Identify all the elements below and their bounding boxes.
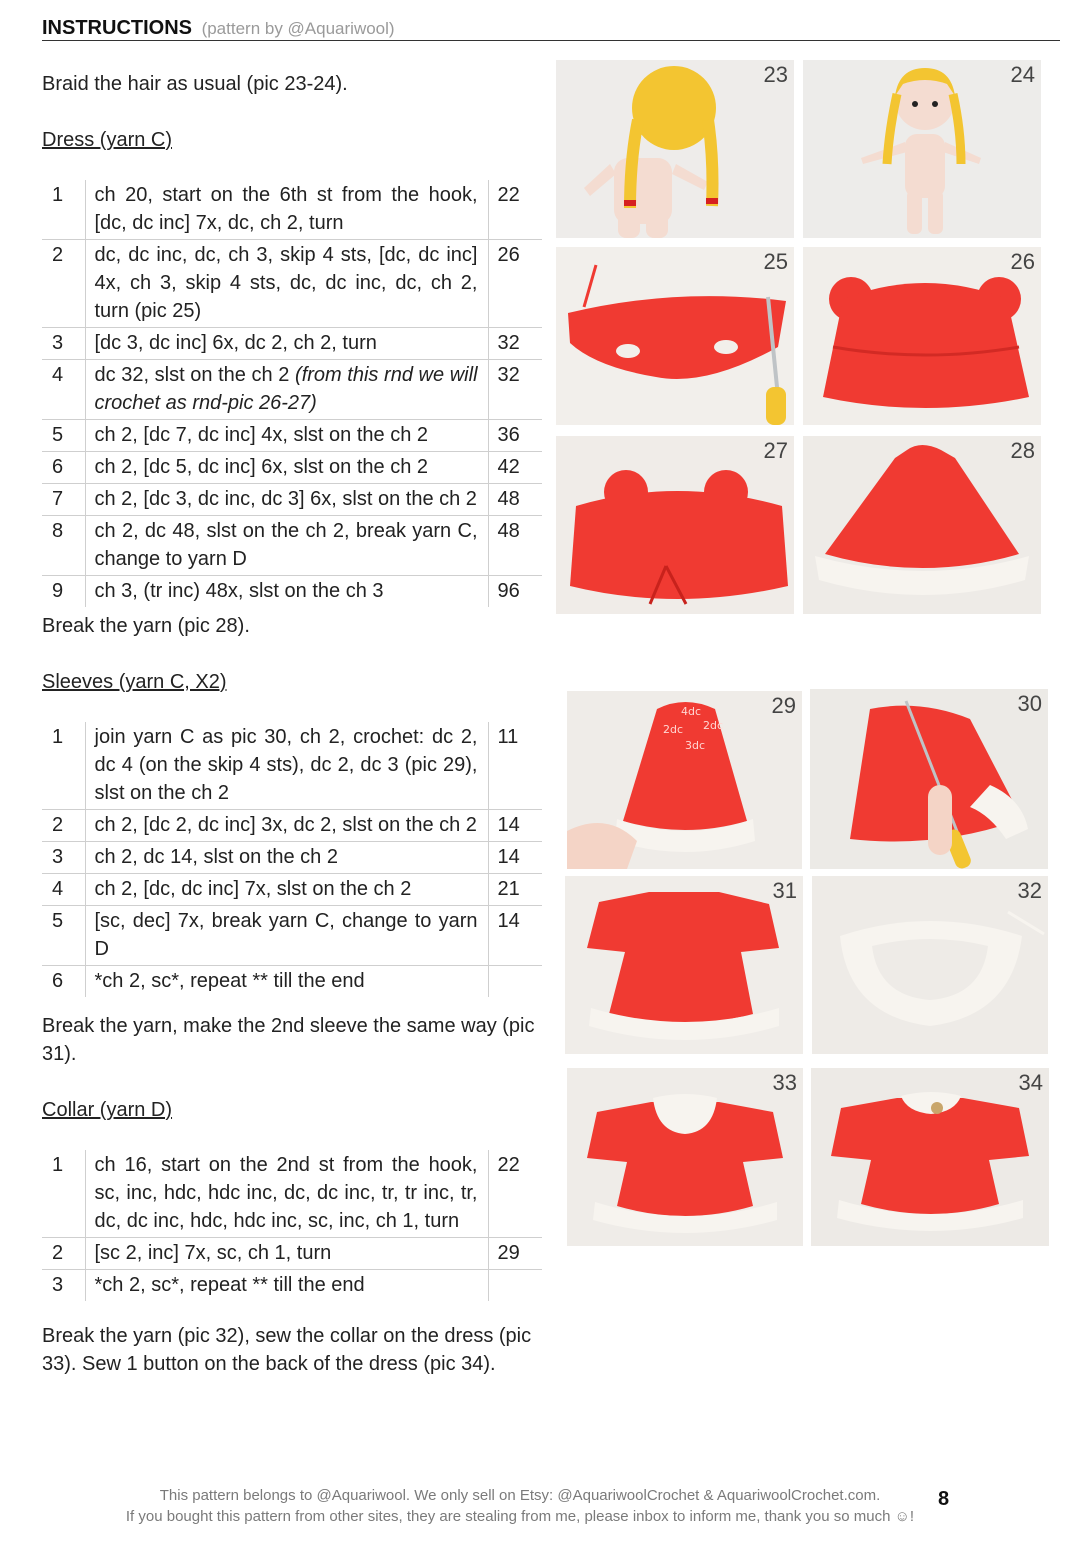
dress-heading: Dress (yarn C) — [42, 129, 173, 151]
photo-34 — [811, 1068, 1049, 1246]
footer-line-2: If you bought this pattern from other sites, they are stealing from me, please inbox to inform me, thank you so much ☺! — [125, 1508, 915, 1525]
row-stitch-count: 48 — [488, 484, 542, 516]
row-instruction — [85, 484, 488, 516]
row-instruction — [85, 722, 488, 810]
doll-braided-illustration — [803, 60, 1041, 238]
row-instruction-text: ch 2, [dc 7, dc inc] 4x, slst on the ch 2 — [94, 424, 429, 446]
intro-text: Braid the hair as usual (pic 23-24). — [42, 73, 348, 95]
photo-29 — [567, 691, 802, 869]
photo-27 — [556, 436, 794, 614]
row-stitch-count: 11 — [497, 726, 519, 748]
table-row — [42, 516, 542, 576]
row-instruction — [85, 1238, 488, 1270]
photo-number: 26 — [1010, 249, 1035, 274]
row-instruction-text: ch 20, start on the 6th st from the hook, [dc, dc inc] 7x, dc, ch 2, turn — [94, 184, 478, 234]
row-stitch-count: 22 — [497, 184, 520, 206]
row-instruction-text: join yarn C as pic 30, ch 2, crochet: dc 2, dc 4 (on the skip 4 sts), dc 2, dc 3 (pic 29), slst on the ch 2 — [94, 726, 478, 804]
row-instruction-text: ch 2, [dc 2, dc inc] 3x, dc 2, slst on the ch 2 — [94, 814, 477, 836]
photo-number: 24 — [1010, 62, 1035, 87]
photo-number: 29 — [771, 693, 796, 718]
doll-hair-illustration — [556, 60, 794, 238]
row-instruction-text: *ch 2, sc*, repeat ** till the end — [94, 1274, 365, 1296]
label-3dc: 3dc — [685, 739, 706, 752]
row-instruction — [85, 966, 488, 998]
header-title: INSTRUCTIONS — [42, 17, 192, 39]
page-header — [42, 16, 1060, 41]
table-row — [42, 240, 542, 328]
photo-number: 32 — [1017, 878, 1042, 903]
photo-32 — [812, 876, 1048, 1054]
photo-number: 31 — [772, 878, 797, 903]
table-row — [42, 966, 542, 998]
table-row — [42, 180, 542, 240]
table-row — [42, 842, 542, 874]
row-instruction-text: dc, dc inc, dc, ch 3, skip 4 sts, [dc, dc inc] 4x, ch 3, skip 4 sts, dc, dc inc, dc, ch 2, turn (pic 25) — [94, 244, 478, 322]
row-stitch-count: 29 — [488, 1238, 542, 1270]
table-row — [42, 810, 542, 842]
photo-number: 28 — [1010, 438, 1035, 463]
row-stitch-count: 14 — [488, 810, 542, 842]
photo-number: 34 — [1018, 1070, 1043, 1095]
row-number: 2 — [42, 810, 85, 842]
row-instruction — [85, 452, 488, 484]
row-number: 3 — [42, 1270, 85, 1302]
dress-button-illustration — [811, 1068, 1049, 1246]
row-number: 7 — [42, 484, 85, 516]
row-number: 3 — [42, 328, 85, 360]
dress-skirt-illustration — [803, 436, 1041, 614]
collar-after-text: Break the yarn (pic 32), sew the collar on the dress (pic 33). Sew 1 button on the back of the dress (pic 34). — [42, 1325, 532, 1375]
row-number: 6 — [42, 966, 85, 998]
label-4dc: 4dc — [681, 705, 702, 718]
dress-after-text: Break the yarn (pic 28). — [42, 615, 250, 637]
photo-23 — [556, 60, 794, 238]
table-row — [42, 1270, 542, 1302]
row-instruction — [85, 240, 488, 328]
row-instruction-text: ch 3, (tr inc) 48x, slst on the ch 3 — [94, 580, 384, 602]
row-stitch-count — [488, 1270, 542, 1302]
row-instruction — [85, 1270, 488, 1302]
row-instruction — [85, 180, 488, 240]
row-number: 4 — [42, 874, 85, 906]
table-row — [42, 1238, 542, 1270]
row-stitch-count: 36 — [488, 420, 542, 452]
row-stitch-count: 32 — [488, 360, 542, 420]
photo-33 — [567, 1068, 803, 1246]
row-stitch-count: 32 — [488, 328, 542, 360]
row-number: 1 — [42, 722, 85, 810]
table-row — [42, 722, 542, 810]
row-instruction — [85, 1150, 488, 1238]
photo-30 — [810, 689, 1048, 869]
label-2dc-left: 2dc — [663, 723, 684, 736]
row-instruction-text: ch 2, [dc 3, dc inc, dc 3] 6x, slst on the ch 2 — [94, 488, 477, 510]
dress-table — [42, 180, 542, 607]
row-stitch-count: 14 — [488, 906, 542, 966]
row-stitch-count: 42 — [488, 452, 542, 484]
row-instruction — [85, 516, 488, 576]
photo-31 — [565, 876, 803, 1054]
row-number: 4 — [42, 360, 85, 420]
dress-round-illustration — [803, 247, 1041, 425]
collar-heading: Collar (yarn D) — [42, 1099, 173, 1121]
row-instruction-text: [sc 2, inc] 7x, sc, ch 1, turn — [94, 1242, 332, 1264]
row-stitch-count — [488, 966, 542, 998]
row-stitch-count: 26 — [488, 240, 542, 328]
table-row — [42, 484, 542, 516]
footer-line-1: This pattern belongs to @Aquariwool. We only sell on Etsy: @AquariwoolCrochet & AquariwoolCrochet.com. — [159, 1487, 881, 1504]
table-row — [42, 360, 542, 420]
row-number: 6 — [42, 452, 85, 484]
sleeve-join-illustration — [810, 689, 1048, 869]
row-number: 1 — [42, 1150, 85, 1238]
row-instruction-text: *ch 2, sc*, repeat ** till the end — [94, 970, 365, 992]
row-instruction — [85, 328, 488, 360]
label-2dc-right: 2dc — [703, 719, 724, 732]
row-instruction — [85, 842, 488, 874]
row-stitch-count: 96 — [488, 576, 542, 608]
photo-number: 23 — [763, 62, 788, 87]
sleeves-after-text: Break the yarn, make the 2nd sleeve the same way (pic 31). — [42, 1015, 535, 1065]
row-instruction-text: ch 2, dc 48, slst on the ch 2, break yarn C, change to yarn D — [94, 520, 478, 570]
photo-24 — [803, 60, 1041, 238]
row-instruction-text: ch 2, [dc 5, dc inc] 6x, slst on the ch 2 — [94, 456, 429, 478]
row-instruction-text: [dc 3, dc inc] 6x, dc 2, ch 2, turn — [94, 332, 377, 354]
sleeves-table — [42, 722, 542, 997]
table-row — [42, 420, 542, 452]
header-subtitle: (pattern by @Aquariwool) — [201, 19, 395, 38]
dress-back-illustration — [556, 436, 794, 614]
row-instruction-text: [sc, dec] 7x, break yarn C, change to yarn D — [94, 910, 478, 960]
photo-number: 25 — [763, 249, 788, 274]
row-number: 5 — [42, 906, 85, 966]
row-instruction — [85, 810, 488, 842]
row-instruction-text: ch 16, start on the 2nd st from the hook, sc, inc, hdc, hdc inc, dc, dc inc, tr, tr inc, tr, dc, dc inc, hdc, hdc inc, sc, inc, ch 1, turn — [94, 1154, 478, 1232]
collar-illustration — [812, 876, 1048, 1054]
photo-26 — [803, 247, 1041, 425]
row-instruction — [85, 420, 488, 452]
photo-28 — [803, 436, 1041, 614]
table-row — [42, 576, 542, 608]
row-number: 9 — [42, 576, 85, 608]
photo-25 — [556, 247, 794, 425]
row-instruction — [85, 874, 488, 906]
dress-yoke-illustration — [556, 247, 794, 425]
row-instruction-text: dc 32, slst on the ch 2 — [94, 364, 290, 386]
photo-number: 27 — [763, 438, 788, 463]
table-row — [42, 1150, 542, 1238]
table-row — [42, 328, 542, 360]
row-number: 8 — [42, 516, 85, 576]
collar-table — [42, 1150, 542, 1301]
sleeves-heading: Sleeves (yarn C, X2) — [42, 671, 227, 693]
row-number: 5 — [42, 420, 85, 452]
table-row — [42, 874, 542, 906]
row-number: 2 — [42, 240, 85, 328]
photo-number: 30 — [1017, 691, 1042, 716]
row-stitch-count: 14 — [488, 842, 542, 874]
row-stitch-count: 48 — [488, 516, 542, 576]
row-instruction — [85, 360, 488, 420]
row-instruction-note: (from this rnd we will crochet as rnd-pic 26-27) — [94, 364, 478, 414]
dress-with-collar-illustration — [567, 1068, 803, 1246]
row-instruction-text: ch 2, [dc, dc inc] 7x, slst on the ch 2 — [94, 878, 412, 900]
photo-number: 33 — [772, 1070, 797, 1095]
page-number: 8 — [938, 1488, 950, 1510]
row-stitch-count: 21 — [488, 874, 542, 906]
row-instruction-text: ch 2, dc 14, slst on the ch 2 — [94, 846, 338, 868]
row-instruction — [85, 906, 488, 966]
table-row — [42, 906, 542, 966]
row-instruction — [85, 576, 488, 608]
row-number: 3 — [42, 842, 85, 874]
sleeve-marking-illustration — [567, 691, 802, 869]
dress-sleeves-illustration — [565, 876, 803, 1054]
row-stitch-count: 22 — [497, 1154, 520, 1176]
row-number: 1 — [42, 180, 85, 240]
page-footer — [80, 1485, 960, 1527]
table-row — [42, 452, 542, 484]
row-number: 2 — [42, 1238, 85, 1270]
